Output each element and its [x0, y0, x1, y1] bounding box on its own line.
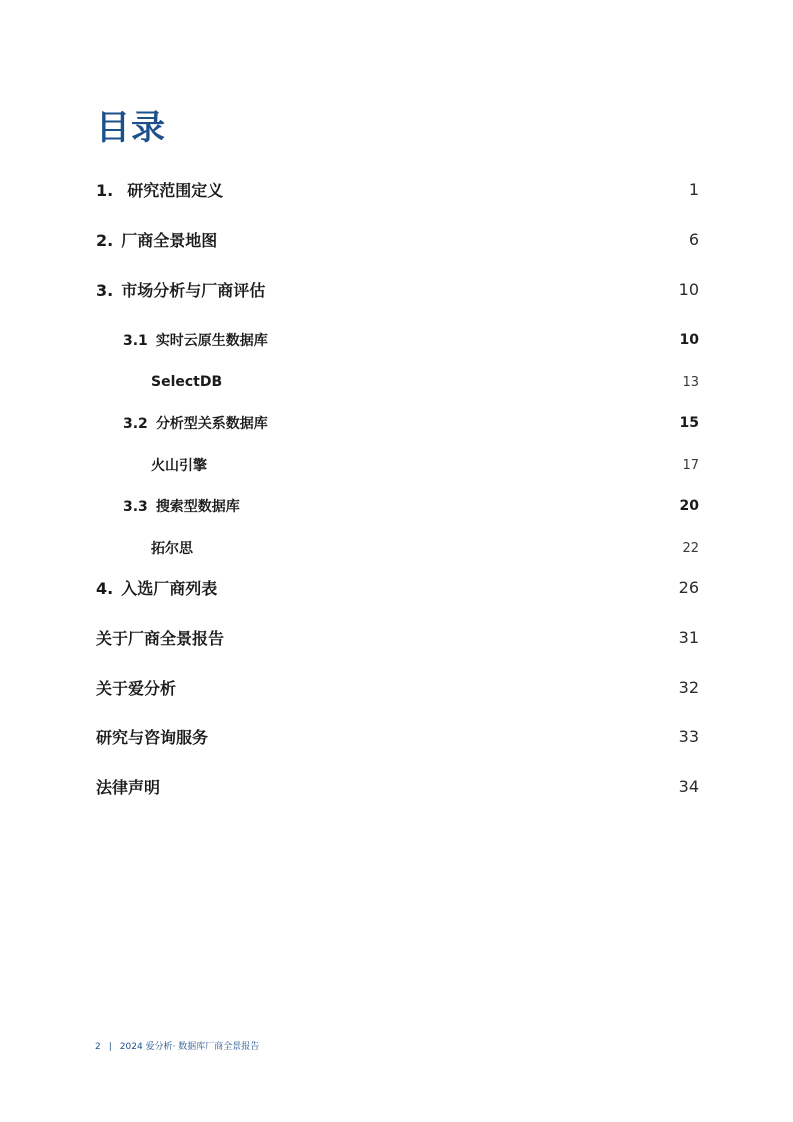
toc-entry-label: 3.2 分析型关系数据库: [123, 416, 268, 432]
toc-entry-legal-statement[interactable]: [96, 774, 699, 798]
toc-entry-about-report[interactable]: [96, 625, 699, 649]
toc-entry-label: SelectDB: [151, 374, 223, 390]
toc-entry-research-consulting[interactable]: [96, 724, 699, 748]
toc-entry-search-db[interactable]: [96, 494, 699, 518]
toc-entry-page: 26: [678, 577, 699, 597]
toc-entry-label: 研究与咨询服务: [96, 727, 209, 747]
footer-report-name: 2024 爱分析· 数据库厂商全景报告: [119, 1042, 260, 1052]
page-footer: [95, 1040, 259, 1054]
footer-separator: |: [108, 1042, 112, 1052]
toc-entry-market-analysis[interactable]: [96, 277, 699, 301]
toc-entry-label: 关于爱分析: [96, 678, 177, 698]
toc-entry-label: 1. 研究范围定义: [96, 180, 224, 200]
toc-entry-label: 2. 厂商全景地图: [96, 230, 218, 250]
toc-entry-page: 33: [678, 726, 699, 746]
toc-entry-selected-vendors[interactable]: [96, 575, 699, 599]
toc-entry-research-scope[interactable]: [96, 177, 699, 201]
toc-entry-trs[interactable]: [96, 536, 699, 560]
toc-entry-label: 3. 市场分析与厂商评估: [96, 280, 266, 300]
toc-entry-vendor-map[interactable]: [96, 227, 699, 251]
toc-entry-realtime-cloud-native-db[interactable]: [96, 328, 699, 352]
toc-entry-label: 法律声明: [96, 777, 161, 797]
toc-entry-page: 34: [678, 776, 699, 796]
toc-entry-page: 20: [679, 498, 699, 514]
toc-entry-page: 22: [682, 540, 699, 556]
toc-entry-analytical-relational-db[interactable]: [96, 411, 699, 435]
toc-entry-page: 10: [679, 332, 699, 348]
footer-page-number: 2: [95, 1042, 101, 1052]
toc-entry-page: 10: [678, 279, 699, 299]
toc-entry-label: 拓尔思: [151, 541, 193, 557]
toc-entry-about-ifenxi[interactable]: [96, 675, 699, 699]
toc-entry-volcano-engine[interactable]: [96, 453, 699, 477]
toc-entry-label: 火山引擎: [151, 458, 207, 474]
toc-entry-label: 3.3 搜索型数据库: [123, 499, 240, 515]
toc-entry-label: 4. 入选厂商列表: [96, 578, 218, 598]
toc-entry-page: 1: [688, 179, 699, 199]
toc-entry-selectdb[interactable]: [96, 370, 699, 394]
toc-entry-page: 13: [682, 374, 699, 390]
toc-entry-label: 3.1 实时云原生数据库: [123, 333, 268, 349]
toc-entry-page: 15: [679, 415, 699, 431]
toc-entry-page: 31: [678, 627, 699, 647]
toc-entry-label: 关于厂商全景报告: [96, 628, 225, 648]
toc-entry-page: 17: [682, 457, 699, 473]
toc-entry-page: 32: [678, 677, 699, 697]
page-title: 目录: [96, 108, 166, 148]
toc-entry-page: 6: [688, 229, 699, 249]
